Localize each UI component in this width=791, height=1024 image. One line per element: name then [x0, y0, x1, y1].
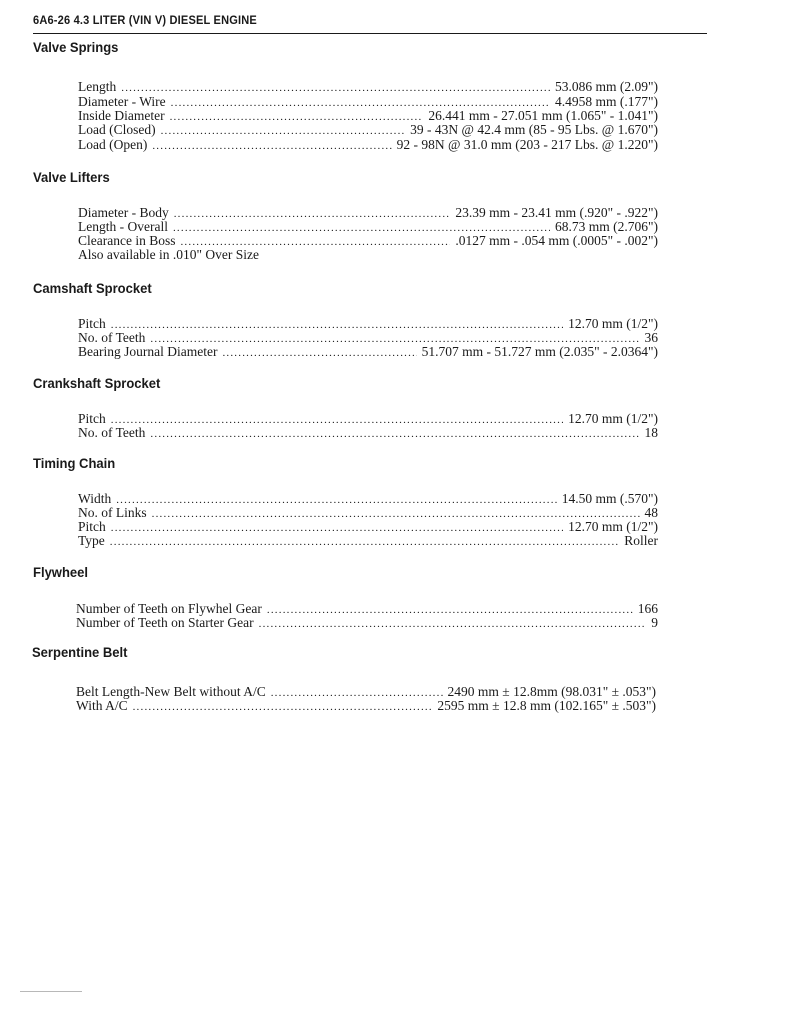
spec-row-timing-chain-type — [78, 533, 658, 548]
spec-label: Pitch — [78, 519, 106, 534]
spec-row-valve-springs-load-closed — [78, 122, 658, 137]
spec-row-camshaft-pitch — [78, 316, 658, 331]
spec-value: 36 — [644, 330, 658, 345]
dot-leader — [222, 346, 416, 361]
spec-row-valve-lifters-clearance — [78, 233, 658, 248]
spec-value: 39 - 43N @ 42.4 mm (85 - 95 Lbs. @ 1.670") — [410, 122, 658, 137]
spec-label: Belt Length-New Belt without A/C — [76, 684, 266, 699]
spec-row-timing-chain-width — [78, 491, 658, 506]
spec-row-belt-with-ac — [76, 698, 656, 713]
spec-label: Load (Closed) — [78, 122, 156, 137]
section-title-crankshaft-sprocket: Crankshaft Sprocket — [33, 375, 161, 391]
spec-label: Number of Teeth on Starter Gear — [76, 615, 254, 630]
spec-label: Type — [78, 533, 105, 548]
section-title-valve-springs: Valve Springs — [33, 39, 119, 55]
spec-row-valve-springs-wire-diameter — [78, 94, 658, 109]
spec-value: 9 — [651, 615, 658, 630]
spec-value: 4.4958 mm (.177") — [554, 94, 658, 109]
spec-row-timing-chain-pitch — [78, 519, 658, 534]
spec-value: 12.70 mm (1/2") — [568, 519, 658, 534]
spec-row-valve-lifters-body-diameter — [78, 205, 658, 220]
dot-leader — [133, 700, 433, 715]
spec-value: 166 — [637, 601, 658, 616]
spec-row-valve-lifters-overall-length — [78, 219, 658, 234]
dot-leader — [150, 427, 639, 442]
spec-value: 18 — [644, 425, 658, 440]
spec-row-timing-chain-links — [78, 505, 658, 520]
spec-value: 53.086 mm (2.09") — [554, 79, 658, 94]
spec-value: 48 — [644, 505, 658, 520]
spec-label: Bearing Journal Diameter — [78, 344, 218, 359]
spec-value: 26.441 mm - 27.051 mm (1.065" - 1.041") — [428, 108, 658, 123]
section-title-camshaft-sprocket: Camshaft Sprocket — [33, 280, 152, 296]
spec-value: 2595 mm ± 12.8 mm (102.165" ± .503") — [437, 698, 656, 713]
section-title-serpentine-belt: Serpentine Belt — [32, 644, 128, 660]
section-title-valve-lifters: Valve Lifters — [33, 169, 110, 185]
header-text: 6A6-26 4.3 LITER (VIN V) DIESEL ENGINE — [33, 13, 257, 27]
page-header — [33, 11, 707, 34]
spec-label: Width — [78, 491, 112, 506]
spec-value: 12.70 mm (1/2") — [568, 411, 658, 426]
spec-label: Diameter - Body — [78, 205, 169, 220]
section-title-flywheel: Flywheel — [33, 564, 89, 580]
spec-label: Pitch — [78, 411, 106, 426]
dot-leader — [152, 139, 391, 154]
dot-leader — [259, 617, 647, 632]
spec-label: Length - Overall — [78, 219, 168, 234]
spec-label: Number of Teeth on Flywhel Gear — [76, 601, 262, 616]
spec-label: No. of Teeth — [78, 330, 146, 345]
spec-value: 51.707 mm - 51.727 mm (2.035" - 2.0364") — [421, 344, 658, 359]
spec-label: No. of Links — [78, 505, 147, 520]
spec-row-valve-springs-inside-diameter — [78, 108, 658, 123]
spec-label: Load (Open) — [78, 137, 148, 152]
spec-value: .0127 mm - .054 mm (.0005" - .002") — [455, 233, 658, 248]
spec-row-flywheel-gear-teeth — [76, 601, 658, 616]
spec-label: Clearance in Boss — [78, 233, 176, 248]
valve-lifters-note: Also available in .010" Over Size — [78, 247, 259, 262]
spec-row-camshaft-teeth — [78, 330, 658, 345]
spec-label: Inside Diameter — [78, 108, 165, 123]
spec-value: 14.50 mm (.570") — [561, 491, 658, 506]
spec-row-valve-springs-load-open — [78, 137, 658, 152]
spec-row-starter-gear-teeth — [76, 615, 658, 630]
spec-label: Diameter - Wire — [78, 94, 166, 109]
spec-row-camshaft-bearing-journal — [78, 344, 658, 359]
footer-rule — [20, 991, 82, 992]
dot-leader — [110, 535, 619, 550]
spec-label: Length — [78, 79, 117, 94]
spec-label: With A/C — [76, 698, 128, 713]
section-title-timing-chain: Timing Chain — [33, 455, 116, 471]
spec-label: No. of Teeth — [78, 425, 146, 440]
spec-value: 92 - 98N @ 31.0 mm (203 - 217 Lbs. @ 1.220") — [396, 137, 658, 152]
spec-value: Roller — [624, 533, 658, 548]
spec-value: 68.73 mm (2.706") — [554, 219, 658, 234]
spec-value: 2490 mm ± 12.8mm (98.031" ± .053") — [447, 684, 656, 699]
spec-label: Pitch — [78, 316, 106, 331]
spec-row-crankshaft-teeth — [78, 425, 658, 440]
spec-row-crankshaft-pitch — [78, 411, 658, 426]
spec-row-belt-without-ac — [76, 684, 656, 699]
spec-row-valve-springs-length — [78, 79, 658, 94]
spec-value: 12.70 mm (1/2") — [568, 316, 658, 331]
spec-value: 23.39 mm - 23.41 mm (.920" - .922") — [455, 205, 658, 220]
